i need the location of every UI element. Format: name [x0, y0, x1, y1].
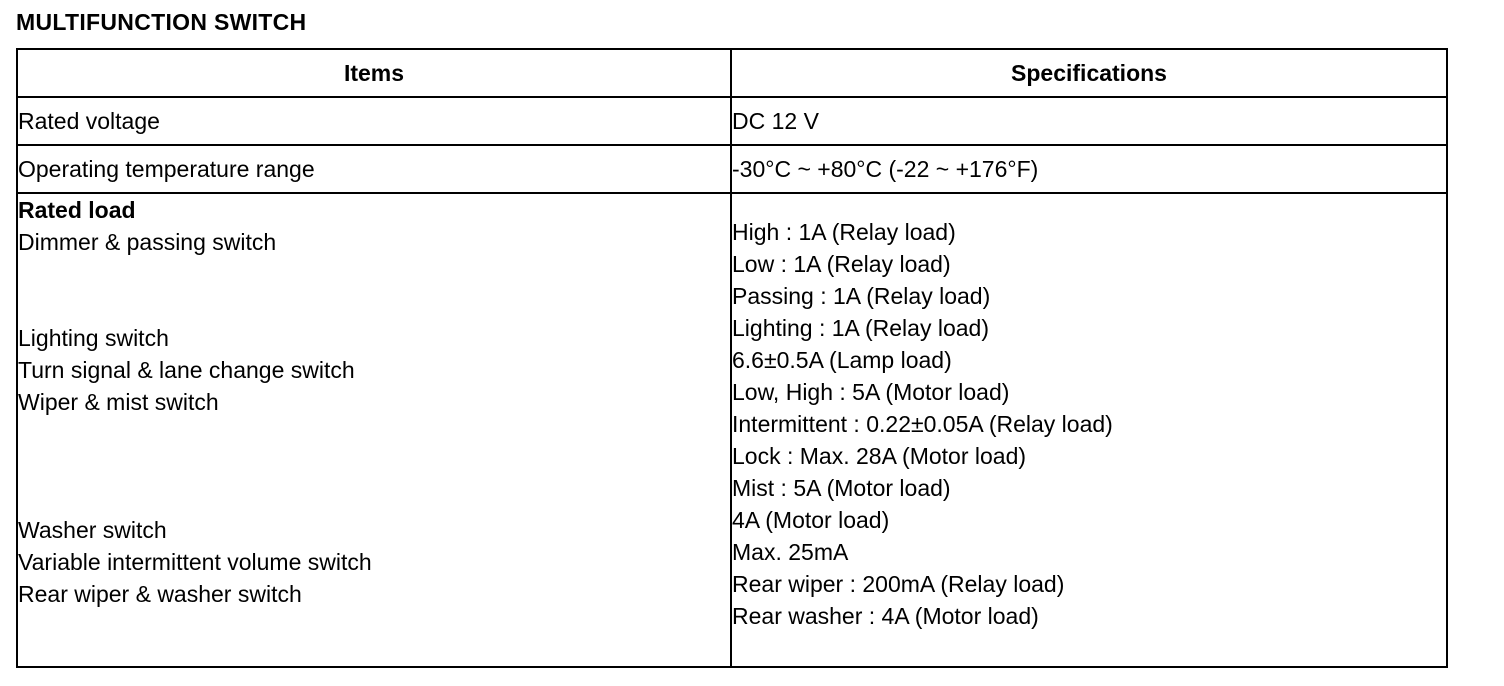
rated-load-items-cell [17, 193, 731, 667]
rated-load-specs-cell [731, 193, 1447, 667]
table-row [17, 97, 1447, 145]
spec-line: Passing : 1A (Relay load) [732, 283, 991, 309]
spec-line: Intermittent : 0.22±0.05A (Relay load) [732, 411, 1113, 437]
items-column-header: Items [17, 49, 731, 97]
spec-line: Max. 25mA [732, 539, 849, 565]
spec-line: Lighting : 1A (Relay load) [732, 315, 989, 341]
load-item-wiper-mist: Wiper & mist switch [18, 389, 219, 415]
spec-cell: -30°C ~ +80°C (-22 ~ +176°F) [731, 145, 1447, 193]
document-title: MULTIFUNCTION SWITCH [16, 9, 307, 35]
spec-line: Rear washer : 4A (Motor load) [732, 603, 1039, 629]
spec-cell: DC 12 V [731, 97, 1447, 145]
load-item-lighting: Lighting switch [18, 325, 169, 351]
spec-line: Mist : 5A (Motor load) [732, 475, 951, 501]
item-cell: Rated voltage [17, 97, 731, 145]
item-cell: Operating temperature range [17, 145, 731, 193]
spec-line: 4A (Motor load) [732, 507, 890, 533]
specifications-table [16, 48, 1448, 668]
load-item-dimmer: Dimmer & passing switch [18, 229, 277, 255]
table-header-row [17, 49, 1447, 97]
rated-load-heading: Rated load [18, 197, 136, 223]
spec-line: Lock : Max. 28A (Motor load) [732, 443, 1027, 469]
spec-line: 6.6±0.5A (Lamp load) [732, 347, 952, 373]
spec-line: High : 1A (Relay load) [732, 219, 956, 245]
spec-line: Rear wiper : 200mA (Relay load) [732, 571, 1065, 597]
load-item-turn-signal: Turn signal & lane change switch [18, 357, 355, 383]
load-item-rear-wiper-washer: Rear wiper & washer switch [18, 581, 302, 607]
specifications-column-header: Specifications [731, 49, 1447, 97]
spec-line: Low, High : 5A (Motor load) [732, 379, 1010, 405]
load-item-variable-intermittent: Variable intermittent volume switch [18, 549, 372, 575]
spec-line: Low : 1A (Relay load) [732, 251, 951, 277]
table-row [17, 145, 1447, 193]
rated-load-row [17, 193, 1447, 667]
load-item-washer: Washer switch [18, 517, 167, 543]
